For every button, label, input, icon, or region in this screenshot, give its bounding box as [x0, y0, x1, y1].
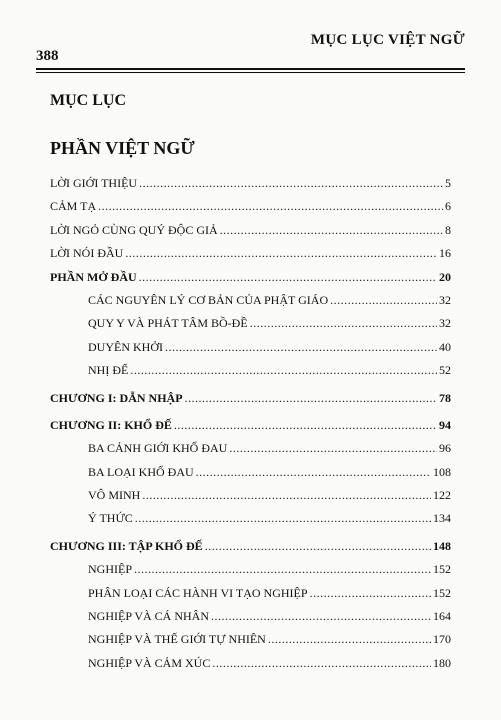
toc-subentry: [50, 609, 451, 632]
toc-entry-label: CHƯƠNG III: TẬP KHỔ ĐẾ: [50, 538, 203, 553]
toc-entry-label: DUYÊN KHỞI: [88, 339, 163, 354]
toc-leader: [185, 391, 437, 406]
toc-entry-label: QUY Y VÀ PHÁT TÂM BỒ-ĐỀ: [88, 316, 248, 331]
toc-leader: [125, 246, 437, 261]
toc-subentry: [50, 340, 451, 363]
toc-entry-label: BA CẢNH GIỚI KHỔ ĐAU: [88, 441, 228, 456]
toc-leader: [211, 609, 431, 624]
toc-entry-page: 32: [439, 292, 451, 307]
toc-entry: [50, 223, 451, 246]
toc-entry-page: 8: [445, 222, 451, 237]
toc-leader: [139, 176, 443, 191]
toc-subentry: [50, 465, 451, 488]
running-title: MỤC LỤC VIỆT NGỮ: [310, 32, 465, 48]
page-number: 388: [36, 48, 59, 64]
toc-entry-page: 170: [433, 632, 451, 647]
toc-subentry: [50, 511, 451, 534]
toc-entry-label: NGHIỆP VÀ CẢM XÚC: [88, 655, 211, 670]
toc-entry-page: 152: [433, 585, 451, 600]
toc-section-entry: [50, 418, 451, 441]
toc-list: [50, 176, 451, 679]
toc-entry: [50, 199, 451, 222]
toc-leader: [98, 199, 443, 214]
toc-subentry: [50, 632, 451, 655]
toc-entry-page: 96: [439, 441, 451, 456]
toc-entry: [50, 246, 451, 269]
toc-entry-label: LỜI NGỎ CÙNG QUÝ ĐỘC GIẢ: [50, 222, 218, 237]
toc-entry-page: 16: [439, 246, 451, 261]
toc-entry-label: NGHIỆP VÀ CÁ NHÂN: [88, 609, 210, 624]
toc-leader: [250, 316, 437, 331]
toc-entry-label: CÁC NGUYÊN LÝ CƠ BẢN CỦA PHẬT GIÁO: [88, 292, 329, 307]
toc-leader: [196, 465, 431, 480]
toc-entry-label: PHẦN MỞ ĐẦU: [50, 269, 137, 284]
toc-leader: [130, 363, 437, 378]
toc-entry-page: 94: [439, 417, 451, 432]
toc-entry-page: 152: [433, 562, 451, 577]
toc-entry-label: NHỊ ĐẾ: [88, 363, 129, 378]
header-rule: [36, 68, 465, 70]
toc-entry-label: NGHIỆP: [88, 562, 132, 577]
toc-entry-label: LỜI GIỚI THIỆU: [50, 176, 138, 190]
toc-entry-page: 148: [433, 538, 451, 553]
toc-leader: [142, 488, 431, 503]
page-header: [36, 28, 465, 68]
toc-entry-page: 5: [445, 176, 451, 190]
toc-entry-page: 40: [439, 339, 451, 354]
toc-entry-page: 134: [433, 511, 451, 526]
toc-leader: [205, 539, 431, 554]
toc-subentry: [50, 586, 451, 609]
toc-section-entry: [50, 270, 451, 293]
toc-entry-page: 180: [433, 655, 451, 670]
toc-entry-page: 122: [433, 488, 451, 503]
header-rule-thin: [36, 72, 465, 73]
toc-leader: [135, 511, 431, 526]
toc-entry-label: Ý THỨC: [88, 511, 133, 526]
toc-leader: [220, 223, 443, 238]
toc-subentry: [50, 363, 451, 386]
toc-leader: [139, 270, 437, 285]
toc-entry-page: 32: [439, 316, 451, 331]
toc-subentry: [50, 488, 451, 511]
toc-subentry: [50, 316, 451, 339]
toc-entry: [50, 176, 451, 199]
toc-entry-label: PHÂN LOẠI CÁC HÀNH VI TẠO NGHIỆP: [88, 585, 308, 600]
toc-leader: [330, 293, 437, 308]
toc-entry-label: BA LOẠI KHỔ ĐAU: [88, 464, 194, 479]
toc-entry-label: CHƯƠNG II: KHỔ ĐẾ: [50, 417, 172, 432]
toc-leader: [134, 562, 431, 577]
toc-section-entry: [50, 391, 451, 414]
toc-entry-label: LỜI NÓI ĐẦU: [50, 246, 124, 261]
toc-entry-page: 52: [439, 363, 451, 378]
toc-entry-page: 108: [433, 464, 451, 479]
toc-section-entry: [50, 539, 451, 562]
toc-leader: [310, 586, 431, 601]
toc-entry-label: NGHIỆP VÀ THẾ GIỚI TỰ NHIÊN: [88, 632, 266, 647]
toc-subentry: [50, 656, 451, 679]
toc-subentry: [50, 293, 451, 316]
toc-subentry: [50, 441, 451, 464]
toc-entry-page: 78: [439, 390, 451, 405]
toc-entry-label: CẢM TẠ: [50, 199, 97, 214]
toc-entry-page: 164: [433, 609, 451, 624]
toc-leader: [268, 632, 431, 647]
toc-leader: [174, 418, 437, 433]
toc-leader: [212, 656, 431, 671]
toc-entry-label: VÔ MINH: [88, 488, 141, 503]
toc-subentry: [50, 562, 451, 585]
toc-leader: [229, 441, 437, 456]
toc-leader: [165, 340, 437, 355]
toc-entry-label: CHƯƠNG I: DẪN NHẬP: [50, 390, 183, 405]
toc-title: MỤC LỤC: [50, 92, 126, 109]
toc-entry-page: 20: [439, 269, 451, 284]
part-title: PHẦN VIỆT NGỮ: [50, 138, 195, 158]
toc-entry-page: 6: [445, 199, 451, 214]
